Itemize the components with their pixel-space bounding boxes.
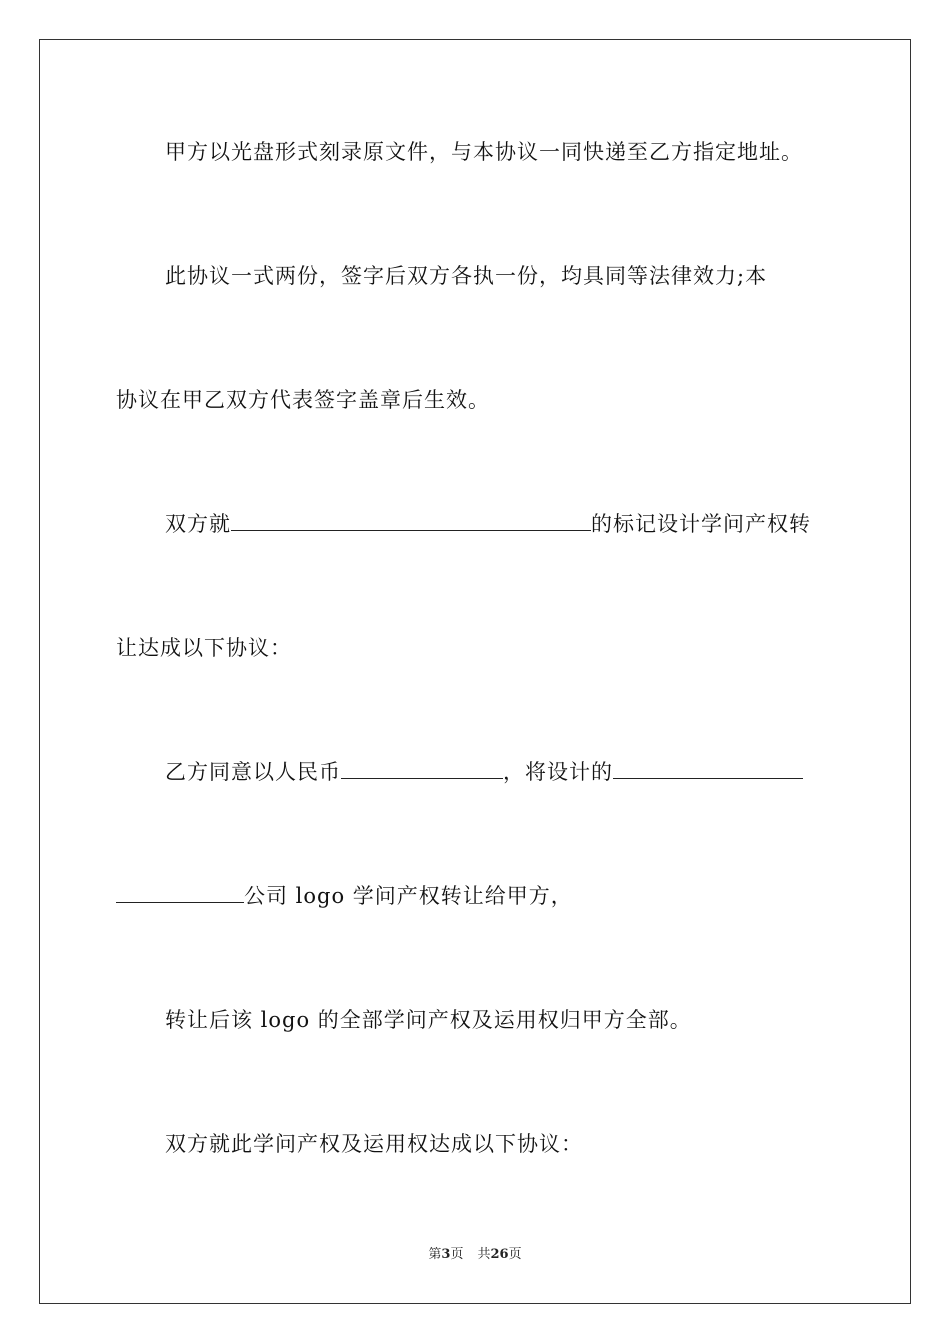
footer-page-suffix: 页 xyxy=(450,1247,464,1262)
paragraph-line-1: 甲方以光盘形式刻录原文件，与本协议一同快递至乙方指定地址。 xyxy=(165,140,803,164)
paragraph-line-6 xyxy=(0,758,950,786)
paragraph-line-4 xyxy=(0,510,950,538)
footer-page-prefix: 第 xyxy=(428,1247,442,1262)
paragraph-line-2: 此协议一式两份，签字后双方各执一份，均具同等法律效力;本 xyxy=(165,264,768,288)
line6-prefix: 乙方同意以人民币 xyxy=(165,760,341,784)
paragraph-line-7 xyxy=(0,882,950,910)
footer-page-number: 3 xyxy=(441,1247,451,1262)
page-footer xyxy=(0,1246,950,1264)
paragraph-line-9: 双方就此学问产权及运用权达成以下协议： xyxy=(165,1132,583,1156)
page-border xyxy=(39,39,911,1304)
footer-total-suffix: 页 xyxy=(508,1247,522,1262)
fill-in-blank-designer[interactable] xyxy=(613,758,803,779)
footer-total-pages: 26 xyxy=(490,1247,509,1262)
fill-in-blank-company[interactable] xyxy=(116,882,244,903)
paragraph-line-3: 协议在甲乙双方代表签字盖章后生效。 xyxy=(116,388,490,412)
line6-middle: ，将设计的 xyxy=(503,760,613,784)
paragraph-line-5: 让达成以下协议： xyxy=(116,636,292,660)
footer-total-prefix: 共 xyxy=(477,1247,491,1262)
fill-in-blank-design-name[interactable] xyxy=(231,510,591,531)
fill-in-blank-amount[interactable] xyxy=(341,758,503,779)
line7-suffix: 公司 logo 学问产权转让给甲方， xyxy=(244,884,573,908)
line4-suffix: 的标记设计学问产权转 xyxy=(591,512,811,536)
line4-prefix: 双方就 xyxy=(165,512,231,536)
paragraph-line-8: 转让后该 logo 的全部学问产权及运用权归甲方全部。 xyxy=(165,1008,692,1032)
